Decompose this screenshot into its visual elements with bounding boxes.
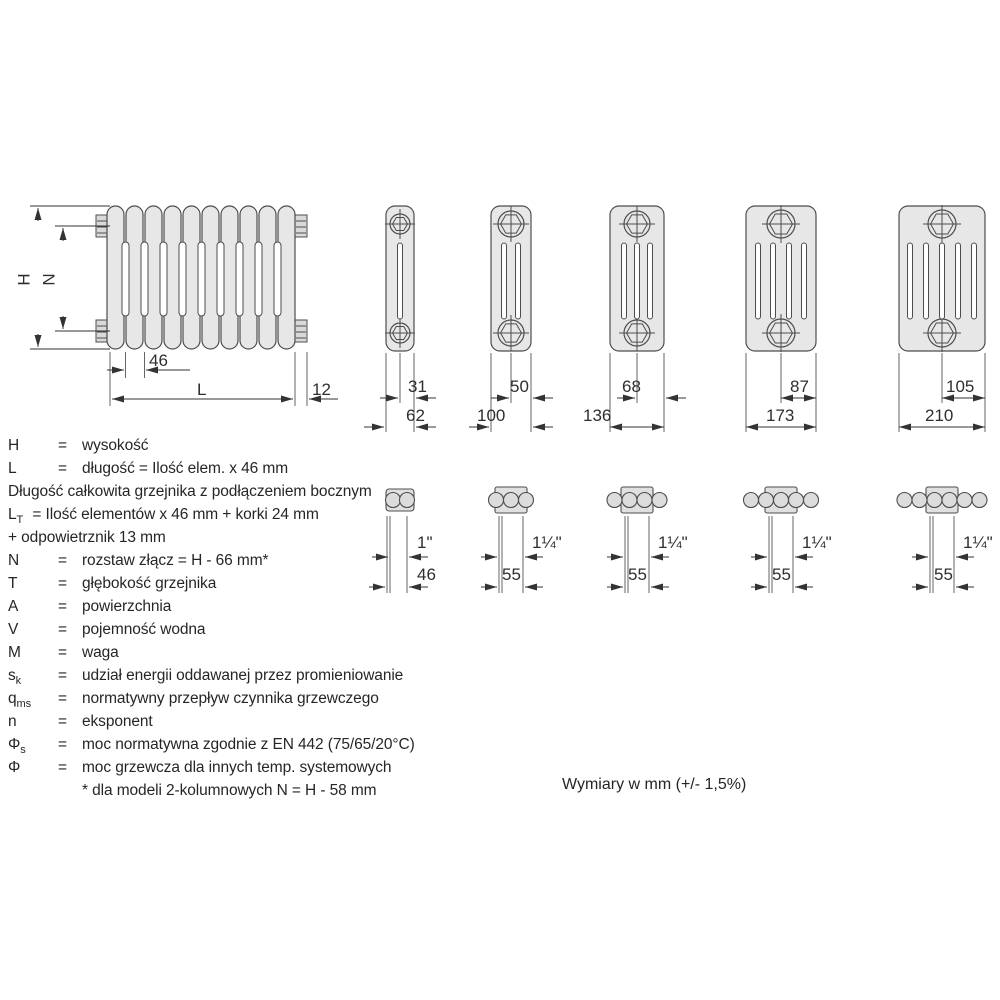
legend-symbol: A	[8, 598, 19, 615]
legend-row-footnote	[8, 779, 478, 802]
legend-symbol: $L_T$	[8, 506, 24, 527]
legend-symbol: $q_{ms}$	[8, 690, 31, 711]
legend-description: udział energii oddawanej przez promieniowanie	[82, 667, 404, 684]
front-view-length-dims	[107, 352, 338, 406]
legend-symbol: N	[8, 552, 20, 569]
tube-pitch-label: 55	[934, 565, 953, 584]
legend-row	[8, 733, 478, 756]
thread-size-label: 1¼"	[658, 533, 688, 552]
legend-description: głębokość grzejnika	[82, 575, 217, 592]
dimensions-tolerance-note: Wymiary w mm (+/- 1,5%)	[562, 776, 747, 793]
legend-row	[8, 457, 478, 480]
legend-symbol: H	[8, 437, 20, 454]
tube-pitch-label: 46	[417, 565, 436, 584]
legend-row	[8, 710, 478, 733]
thread-size-label: 1¼"	[802, 533, 832, 552]
joint-spacing-dim-label: N	[39, 273, 59, 286]
legend-row	[8, 434, 478, 457]
legend-row	[8, 664, 478, 687]
section-full-depth-label: 136	[583, 406, 612, 425]
legend-description: eksponent	[82, 713, 153, 730]
legend-equals: =	[58, 598, 67, 615]
legend-footnote-text: * dla modeli 2-kolumnowych N = H - 58 mm	[82, 782, 377, 799]
thread-size-label: 1¼"	[963, 533, 993, 552]
legend-symbol: M	[8, 644, 21, 661]
height-dim-label: H	[14, 273, 34, 286]
legend-row	[8, 618, 478, 641]
legend-row	[8, 572, 478, 595]
legend-symbol: V	[8, 621, 19, 638]
legend-description: moc normatywna zgodnie z EN 442 (75/65/20°C)	[82, 736, 415, 753]
legend-equals: =	[58, 621, 67, 638]
legend-equals: =	[58, 644, 67, 661]
legend-description: Długość całkowita grzejnika z podłączeniem bocznym	[8, 483, 372, 500]
legend-description: pojemność wodna	[82, 621, 206, 638]
section-full-depth-label: 100	[477, 406, 506, 425]
element-pitch-label: 46	[149, 351, 168, 370]
thread-size-label: 1¼"	[532, 533, 562, 552]
section-half-depth-label: 31	[408, 377, 427, 396]
legend	[8, 434, 478, 802]
legend-symbol: L	[8, 460, 17, 477]
end-cap-dim-label: 12	[312, 380, 331, 399]
tube-pitch-label: 55	[772, 565, 791, 584]
section-full-depth-label: 173	[766, 406, 795, 425]
cross-section-3col	[469, 206, 553, 432]
legend-symbol: n	[8, 713, 17, 730]
thread-size-label: 1"	[417, 533, 433, 552]
section-full-depth-label: 62	[406, 406, 425, 425]
legend-equals: =	[58, 690, 67, 707]
legend-description: = Ilość elementów x 46 mm + korki 24 mm	[32, 506, 319, 523]
legend-description: normatywny przepływ czynnika grzewczego	[82, 690, 379, 707]
legend-description: rozstaw złącz = H - 66 mm*	[82, 552, 269, 569]
radiator-front-view	[30, 206, 338, 406]
legend-equals: =	[58, 736, 67, 753]
length-dim-label: L	[197, 380, 207, 399]
cross-section-4col	[610, 206, 686, 432]
legend-row	[8, 503, 478, 526]
legend-description: waga	[82, 644, 119, 661]
legend-equals: =	[58, 437, 67, 454]
legend-equals: =	[58, 713, 67, 730]
legend-symbol: $s_k$	[8, 667, 22, 688]
section-half-depth-label: 68	[622, 377, 641, 396]
legend-description: + odpowietrznik 13 mm	[8, 529, 166, 546]
legend-symbol: Φ	[8, 759, 21, 776]
tube-pitch-label: 55	[502, 565, 521, 584]
tube-pitch-label: 55	[628, 565, 647, 584]
section-half-depth-label: 87	[790, 377, 809, 396]
legend-row	[8, 526, 478, 552]
legend-row	[8, 595, 478, 618]
legend-symbol: T	[8, 575, 18, 592]
section-half-depth-label: 50	[510, 377, 529, 396]
legend-description: powierzchnia	[82, 598, 172, 615]
section-half-depth-label: 105	[946, 377, 975, 396]
radiator-windows	[122, 242, 281, 316]
legend-equals: =	[58, 667, 67, 684]
legend-equals: =	[58, 575, 67, 592]
cross-section-2col	[364, 206, 436, 432]
cross-section-5col	[746, 205, 816, 432]
legend-row	[8, 687, 478, 710]
legend-row	[8, 549, 478, 572]
legend-equals: =	[58, 759, 67, 776]
legend-description: długość = Ilość elem. x 46 mm	[82, 460, 289, 477]
legend-row	[8, 756, 478, 779]
legend-description: moc grzewcza dla innych temp. systemowych	[82, 759, 392, 776]
section-full-depth-label: 210	[925, 406, 954, 425]
legend-row	[8, 480, 478, 503]
cross-section-6col	[899, 205, 985, 432]
legend-equals: =	[58, 460, 67, 477]
legend-equals: =	[58, 552, 67, 569]
legend-description: wysokość	[82, 437, 149, 454]
legend-symbol: $\Phi_s$	[8, 736, 26, 757]
legend-row	[8, 641, 478, 664]
